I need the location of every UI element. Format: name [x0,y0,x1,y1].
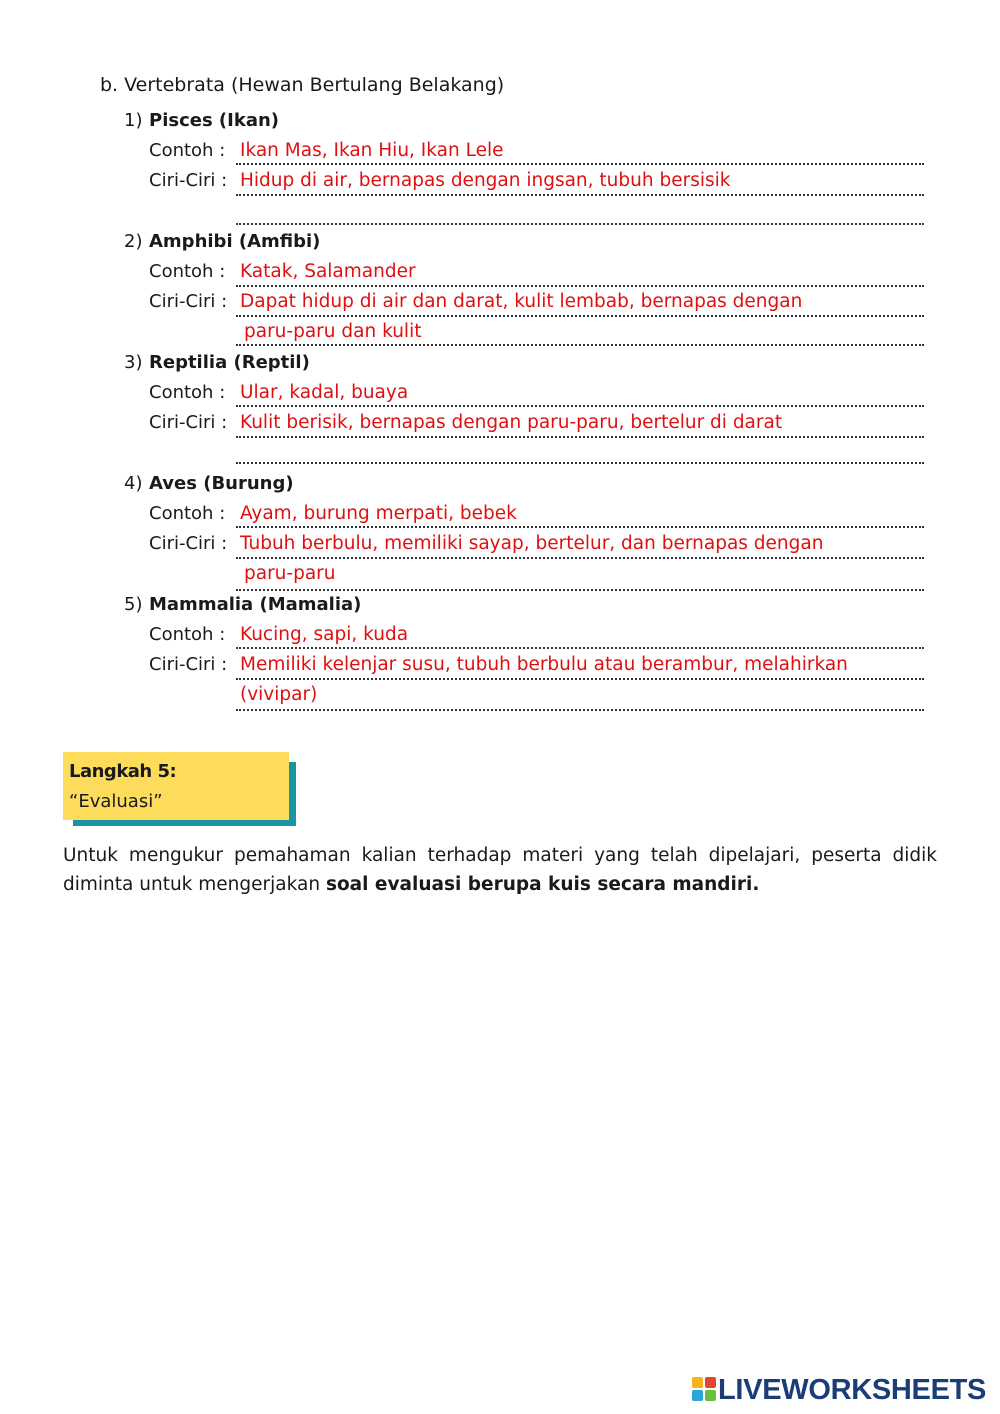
dotted-line [236,194,924,196]
contoh-label: Contoh : [149,140,226,161]
ciri-answer-field[interactable]: Tubuh berbulu, memiliki sayap, bertelur, dan bernapas dengan [240,533,824,554]
contoh-answer-field[interactable]: Katak, Salamander [240,261,416,282]
ciri-label: Ciri-Ciri : [149,291,228,312]
ciri-answer-field[interactable]: Memiliki kelenjar susu, tubuh berbulu atau berambur, melahirkan [240,654,848,675]
group-title: Amphibi (Amfibi) [149,231,321,252]
ciri-label: Ciri-Ciri : [149,533,228,554]
liveworksheets-logo-icon [692,1377,716,1403]
dotted-line [236,436,924,438]
dotted-line [236,223,924,225]
section-heading: b. Vertebrata (Hewan Bertulang Belakang) [100,74,505,96]
ciri-label: Ciri-Ciri : [149,654,228,675]
contoh-answer-field[interactable]: Kucing, sapi, kuda [240,624,409,645]
step-callout [63,752,289,820]
contoh-answer-field[interactable]: Ikan Mas, Ikan Hiu, Ikan Lele [240,140,504,161]
contoh-answer-field[interactable]: Ular, kadal, buaya [240,382,409,403]
group-number: 4) [124,473,143,494]
paragraph-text: Untuk mengukur pemahaman kalian terhadap materi yang telah dipelajari, peserta didik diminta untuk mengerjakan [63,845,937,895]
dotted-line [236,678,924,680]
liveworksheets-logo-text: LIVEWORKSHEETS [718,1374,987,1406]
step-subtitle: “Evaluasi” [69,791,163,812]
dotted-line [236,285,924,287]
ciri-answer-field[interactable]: Kulit berisik, bernapas dengan paru-paru, bertelur di darat [240,412,783,433]
ciri-answer-field-line2[interactable]: paru-paru dan kulit [244,321,422,342]
step-title: Langkah 5: [69,761,177,782]
dotted-line [236,462,924,464]
group-number: 1) [124,110,143,131]
group-number: 5) [124,594,143,615]
ciri-answer-field-line2[interactable]: paru-paru [244,563,336,584]
ciri-answer-field[interactable]: Dapat hidup di air dan darat, kulit lembab, bernapas dengan [240,291,803,312]
group-title: Mammalia (Mamalia) [149,594,362,615]
dotted-line [236,557,924,559]
ciri-label: Ciri-Ciri : [149,412,228,433]
ciri-label: Ciri-Ciri : [149,170,228,191]
ciri-answer-field-line2[interactable]: (vivipar) [240,684,318,705]
ciri-answer-field[interactable]: Hidup di air, bernapas dengan ingsan, tubuh bersisik [240,170,731,191]
group-title: Aves (Burung) [149,473,294,494]
dotted-line [236,709,924,711]
liveworksheets-logo [692,1373,992,1405]
dotted-line [236,526,924,528]
paragraph-bold-text: soal evaluasi berupa kuis secara mandiri. [325,874,760,895]
contoh-label: Contoh : [149,503,226,524]
group-title: Pisces (Ikan) [149,110,280,131]
dotted-line [236,163,924,165]
contoh-label: Contoh : [149,624,226,645]
contoh-label: Contoh : [149,382,226,403]
instruction-paragraph [63,841,937,899]
group-number: 3) [124,352,143,373]
dotted-line [236,405,924,407]
contoh-label: Contoh : [149,261,226,282]
step-callout-face [63,752,289,820]
contoh-answer-field[interactable]: Ayam, burung merpati, bebek [240,503,517,524]
dotted-line [236,589,924,591]
group-title: Reptilia (Reptil) [149,352,310,373]
group-number: 2) [124,231,143,252]
dotted-line [236,315,924,317]
dotted-line [236,647,924,649]
dotted-line [236,344,924,346]
